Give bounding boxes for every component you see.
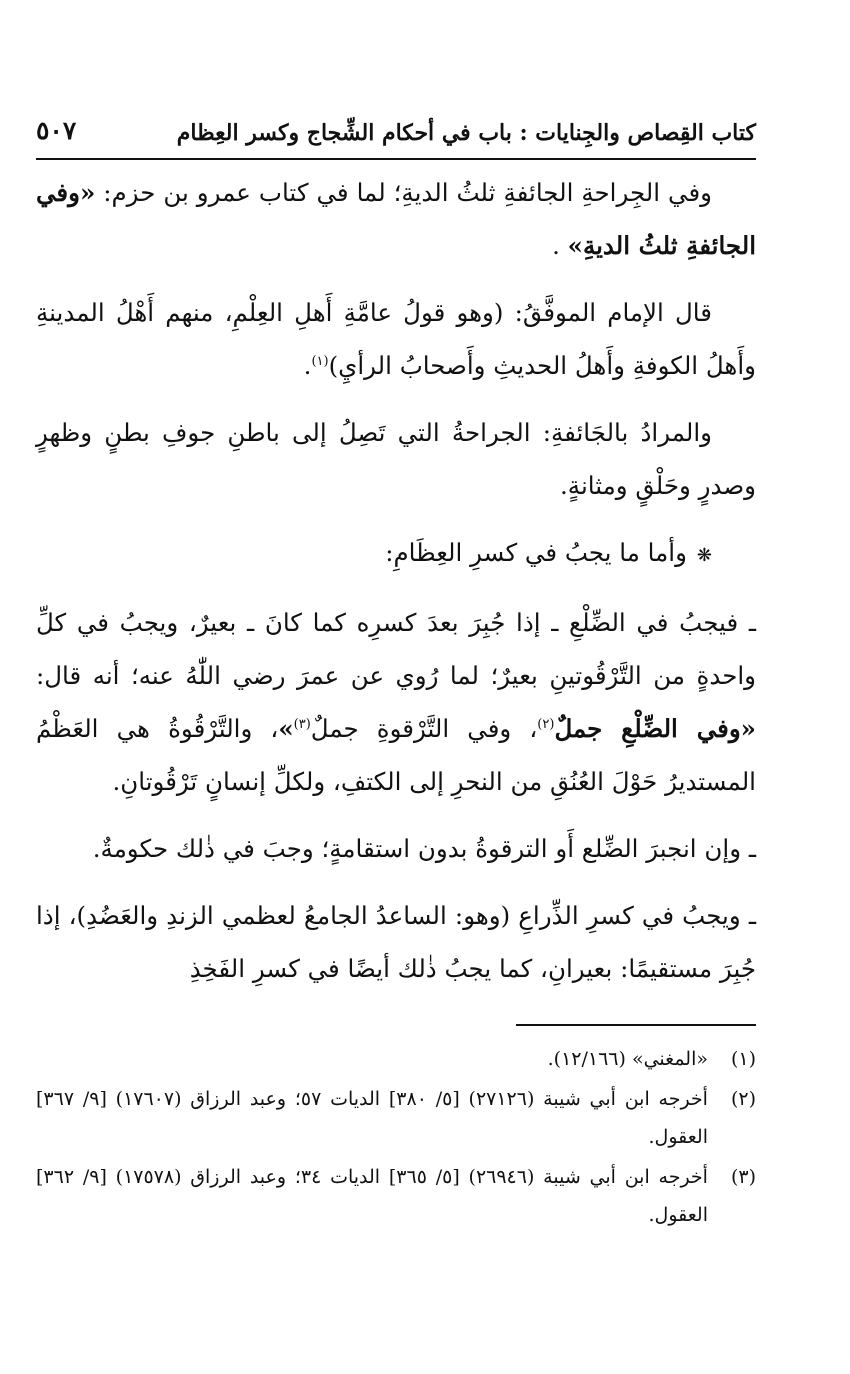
footnote-number: (١) [730,1048,756,1070]
paragraph-text: ، والتَّرْقُوةُ هي العَظْمُ المستديرُ حَوْلَ العُنُقِ من النحرِ إلى الكتفِ، ولكلِّ إنسانٍ تَرْقُوتانِ. [36,714,756,796]
paragraph-text: فيجبُ في الضِّلْعِ ـ إذا جُبِرَ بعدَ كسرِه كما كانَ ـ بعيرٌ، ويجبُ في كلِّ واحدةٍ من التَّرْقُوتينِ بعيرٌ؛ لما رُوي عن عمرَ رضي اللّٰهُ عنه؛ أنه قال: [36,608,756,690]
quote-close-mark: » [278,714,294,743]
footnote-1 [36,1040,756,1078]
paragraph-rib-collarbone [36,596,756,808]
footnote-text: أخرجه ابن أبي شيبة (٢٧١٢٦) [٥/ ٣٨٠] الديات ٥٧؛ وعبد الرزاق (١٧٦٠٧) [٩/ ٣٦٧] العقول. [36,1088,708,1148]
footnote-ref-2: (٢) [537,717,555,732]
paragraph-text: وفي الجِراحةِ الجائفةِ ثلثُ الديةِ؛ لما في كتاب عمرو بن حزم: [95,178,712,207]
footnote-number: (٢) [730,1088,756,1110]
paragraph-text: ، وفي التَّرْقوةِ جملٌ [310,714,538,743]
hadith-quote: «وفي الجائفةِ ثلثُ الديةِ» [36,178,756,260]
footnote-divider [516,1024,756,1026]
paragraph-jaifa [36,166,756,272]
running-title: كتاب القِصاص والجِنايات : باب في أحكام الشِّجاج وكسر العِظام [176,120,756,146]
paragraph-hukuma [36,822,756,875]
page-header [36,112,756,160]
section-heading-text: وأما ما يجبُ في كسرِ العِظَامِ: [385,538,687,567]
footnote-number: (٣) [730,1166,756,1188]
paragraph-jaifa-definition [36,406,756,512]
main-text [36,166,756,1009]
page-number: ٥٠٧ [36,116,77,145]
paragraph-text: وإن انجبرَ الضِّلع أَو الترقوةُ بدون استقامةٍ؛ وجبَ في ذٰلك حكومةٌ. [92,834,742,863]
paragraph-end: . [552,231,560,260]
footnotes [36,1040,756,1236]
paragraph-text: قال الإمام الموفَّقُ: (وهو قولُ عامَّةِ أَهلِ العِلْمِ، منهم أَهْلُ المدينةِ وأَهلُ الكوفةِ وأَهلُ الحديثِ وأَصحابُ الرأيِ) [36,298,756,380]
athar-quote: «وفي الضِّلْعِ جملٌ [554,714,756,743]
paragraph-muwaffaq-quote [36,286,756,392]
asterisk-ornament-icon: ❋ [696,545,712,566]
paragraph-text: ويجبُ في كسرِ الذِّراعِ (وهو: الساعدُ الجامعُ لعظمي الزندِ والعَضُدِ)، إذا جُبِرَ مستقيمًا: بعيرانِ، كما يجبُ ذٰلك أيضًا في كسرِ الفَخِذِ [36,901,756,983]
paragraph-text: والمرادُ بالجَائفةِ: الجراحةُ التي تَصِلُ إلى باطنِ جوفِ بطنٍ وظهرٍ وصدرٍ وحَلْقٍ ومثانةٍ. [36,418,756,500]
footnote-ref-1: (١) [311,354,329,369]
paragraph-forearm-fracture [36,889,756,995]
paragraph-end: . [303,351,312,380]
footnote-text: أخرجه ابن أبي شيبة (٢٦٩٤٦) [٥/ ٣٦٥] الديات ٣٤؛ وعبد الرزاق (١٧٥٧٨) [٩/ ٣٦٢] العقول. [36,1166,708,1226]
section-heading [36,526,756,582]
footnote-3 [36,1158,756,1234]
footnote-text: «المغني» (١٢/١٦٦). [547,1048,708,1070]
footnote-ref-3: (٣) [293,717,311,732]
footnote-2 [36,1080,756,1156]
